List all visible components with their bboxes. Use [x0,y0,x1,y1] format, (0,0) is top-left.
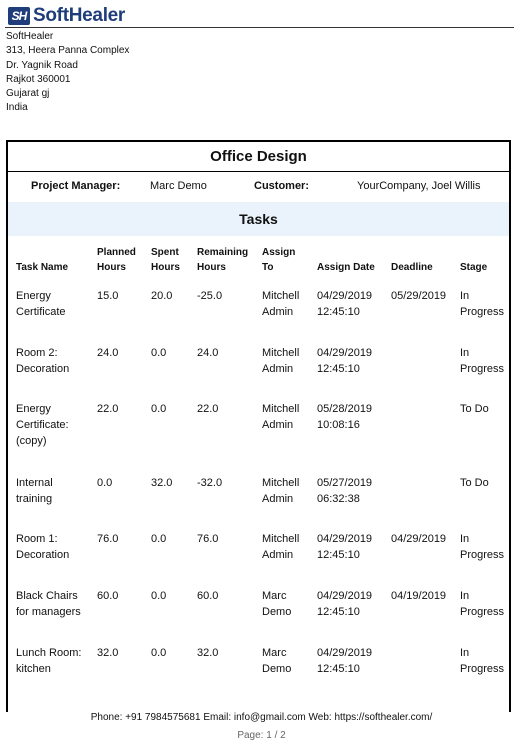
cell-remaining-hours: -32.0 [197,477,223,489]
cell-planned-hours: 32.0 [97,647,119,659]
cell-remaining-hours: 76.0 [197,533,219,545]
cell-remaining-hours: 60.0 [197,590,219,602]
cell-line: Mitchell [262,477,300,489]
cell-line: In [460,290,470,302]
tasks-section-title: Tasks [8,202,509,236]
report-box [6,140,511,712]
header-line: Stage [460,262,488,273]
cell-line: Admin [262,363,294,375]
address-line: Dr. Yagnik Road [6,59,78,71]
header-line: Planned [97,247,136,258]
cell-line: (copy) [16,435,47,447]
cell-line: Admin [262,549,294,561]
header-line: Assign Date [317,262,375,273]
header-divider [5,27,514,28]
cell-planned-hours: 22.0 [97,403,119,415]
cell-line: Certificate [16,306,66,318]
cell-deadline: 04/29/2019 [391,533,447,545]
address-line: Rajkot 360001 [6,73,71,85]
project-manager-label: Project Manager: [31,180,121,192]
col-stage-header [460,260,487,275]
cell-line: To Do [460,477,489,489]
header-line: Assign [262,247,296,258]
cell-line: 10:08:16 [317,419,360,431]
cell-line: Progress [460,306,505,318]
cell-deadline: 04/19/2019 [391,590,447,602]
logo-text: SoftHealer [33,5,126,26]
cell-line: 04/29/2019 [317,347,373,359]
address-line: India [6,102,28,114]
address-line: SoftHealer [6,31,54,42]
cell-line: 04/29/2019 [317,290,373,302]
cell-assign-date [317,531,372,563]
cell-line: 12:45:10 [317,306,360,318]
cell-line: 06:32:38 [317,493,360,505]
cell-assign-date [317,288,372,320]
cell-stage [460,401,489,417]
cell-spent-hours: 32.0 [151,477,173,489]
cell-spent-hours: 0.0 [151,403,167,415]
cell-line: Energy [16,290,51,302]
cell-line: Certificate: [16,419,69,431]
cell-spent-hours: 0.0 [151,590,167,602]
cell-line: 04/29/2019 [317,647,373,659]
cell-line: Mitchell [262,290,300,302]
cell-remaining-hours: 24.0 [197,347,219,359]
col-assign-date-header [317,260,375,275]
cell-line: Lunch Room: [16,647,82,659]
header-line: Spent [151,247,179,258]
cell-line: 12:45:10 [317,663,360,675]
cell-task-name [16,401,69,449]
cell-line: 04/29/2019 [317,590,373,602]
company-logo [8,5,125,27]
cell-assigned-to [262,288,299,320]
cell-line: Marc [262,590,287,602]
header-line: Hours [97,262,126,273]
cell-line: Marc [262,647,287,659]
customer-label: Customer: [254,180,310,192]
cell-line: Progress [460,663,505,675]
cell-line: Energy [16,403,51,415]
cell-line: training [16,493,53,505]
page-number: Page: 1 / 2 [237,730,286,741]
cell-assign-date [317,588,372,620]
cell-line: 12:45:10 [317,363,360,375]
address-line: Gujarat gj [6,88,50,100]
cell-assigned-to [262,531,299,563]
cell-task-name [16,531,69,563]
cell-line: Decoration [16,549,70,561]
cell-line: Mitchell [262,347,300,359]
cell-line: Demo [262,606,292,618]
title-divider [8,171,509,172]
report-title: Office Design [210,148,307,165]
cell-assign-date [317,345,372,377]
header-line: Task Name [16,262,69,273]
cell-line: 05/28/2019 [317,403,373,415]
header-line: Remaining [197,247,249,258]
cell-line: 12:45:10 [317,606,360,618]
cell-stage [460,345,504,377]
customer-value: YourCompany, Joel Willis [357,180,481,192]
cell-line: Progress [460,549,505,561]
cell-line: 04/29/2019 [317,533,373,545]
cell-line: To Do [460,403,489,415]
cell-assigned-to [262,588,291,620]
cell-line: Decoration [16,363,70,375]
cell-line: In [460,533,470,545]
address-line: 313, Heera Panna Complex [6,45,130,57]
col-deadline-header [391,260,433,275]
header-line: Deadline [391,262,433,273]
cell-deadline: 05/29/2019 [391,290,447,302]
col-assign-to-header [262,245,295,275]
cell-planned-hours: 0.0 [97,477,113,489]
header-line: Hours [151,262,180,273]
cell-line: Demo [262,663,292,675]
cell-line: In [460,347,470,359]
header-line: To [262,262,274,273]
cell-line: 05/27/2019 [317,477,373,489]
cell-assign-date [317,645,372,677]
cell-spent-hours: 0.0 [151,533,167,545]
cell-line: Black Chairs [16,590,78,602]
cell-remaining-hours: -25.0 [197,290,223,302]
cell-assign-date [317,401,372,433]
cell-task-name [16,588,81,620]
cell-planned-hours: 24.0 [97,347,119,359]
cell-spent-hours: 0.0 [151,647,167,659]
cell-assigned-to [262,645,291,677]
cell-planned-hours: 15.0 [97,290,119,302]
cell-line: Internal [16,477,53,489]
cell-line: Progress [460,606,505,618]
cell-remaining-hours: 32.0 [197,647,219,659]
cell-line: In [460,590,470,602]
cell-spent-hours: 20.0 [151,290,173,302]
cell-line: In [460,647,470,659]
cell-remaining-hours: 22.0 [197,403,219,415]
col-remaining-hours-header [197,245,248,275]
cell-stage [460,288,504,320]
cell-line: Progress [460,363,505,375]
cell-line: Admin [262,306,294,318]
cell-assigned-to [262,345,299,377]
cell-assign-date [317,475,372,507]
cell-line: Mitchell [262,533,300,545]
col-spent-hours-header [151,245,180,275]
company-address [6,30,129,116]
cell-spent-hours: 0.0 [151,347,167,359]
cell-stage [460,645,504,677]
cell-task-name [16,475,53,507]
cell-line: Admin [262,493,294,505]
footer-contact: Phone: +91 7984575681 Email: info@gmail.com Web: https://softhealer.com/ [90,712,433,723]
cell-stage [460,588,504,620]
cell-stage [460,531,504,563]
cell-line: Room 2: [16,347,58,359]
cell-line: Admin [262,419,294,431]
cell-planned-hours: 60.0 [97,590,119,602]
cell-task-name [16,345,69,377]
cell-line: 12:45:10 [317,549,360,561]
cell-assigned-to [262,475,299,507]
cell-stage [460,475,489,491]
cell-line: Room 1: [16,533,58,545]
cell-task-name [16,288,66,320]
col-task-name-header [16,260,68,275]
cell-planned-hours: 76.0 [97,533,119,545]
logo-mark: SH [8,7,30,25]
col-planned-hours-header [97,245,136,275]
cell-task-name [16,645,81,677]
cell-assigned-to [262,401,299,433]
project-manager-value: Marc Demo [150,180,207,192]
cell-line: for managers [16,606,81,618]
header-line: Hours [197,262,226,273]
cell-line: kitchen [16,663,51,675]
cell-line: Mitchell [262,403,300,415]
